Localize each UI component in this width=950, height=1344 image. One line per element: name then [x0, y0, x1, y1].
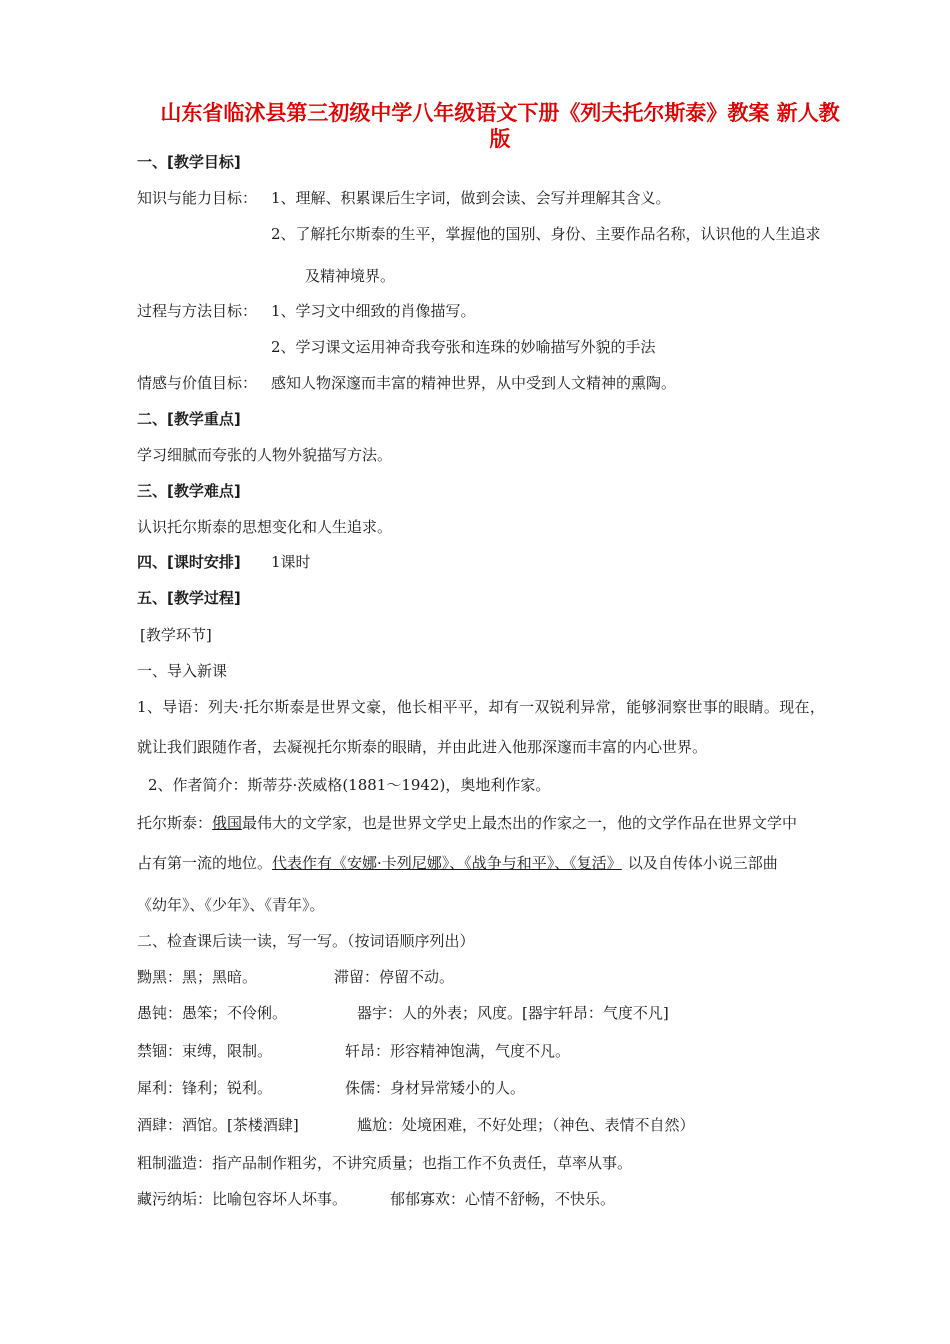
goal-process-label: 过程与方法目标：: [137, 302, 258, 320]
vocab-row-3-left: 禁锢：束缚，限制。: [137, 1042, 273, 1060]
document-title-line-2: 版: [489, 127, 511, 151]
intro-paragraph-line-1: 1、导语：列夫·托尔斯泰是世界文豪，他长相平平，却有一双锐利异常，能够洞察世事的眼睛。现在，: [137, 698, 826, 716]
key-points-text: 学习细腻而夸张的人物外貌描写方法。: [137, 446, 393, 464]
tolstoy-paragraph-line-3: 《幼年》、《少年》、《青年》。: [137, 896, 325, 914]
vocab-row-4-right: 侏儒：身材异常矮小的人。: [345, 1079, 526, 1097]
author-intro-line: 2、作者简介：斯蒂芬·茨威格(1881～1942)，奥地利作家。: [148, 776, 551, 794]
section-heading-process: 五、[教学过程]: [137, 589, 241, 607]
part-heading-intro: 一、导入新课: [137, 662, 228, 680]
tolstoy-line-2-c: 以及自传体小说三部曲: [627, 854, 778, 872]
section-heading-schedule: 四、[课时安排]: [137, 553, 241, 571]
goal-knowledge-label: 知识与能力目标：: [137, 189, 258, 207]
vocab-row-5-right: 尴尬：处境困难，不好处理；（神色、表情不自然）: [357, 1116, 695, 1134]
tolstoy-paragraph-line-1: [137, 812, 797, 834]
vocab-row-5-left: 酒肆：酒馆。[茶楼酒肆]: [137, 1116, 299, 1134]
vocab-row-7-left: 藏污纳垢：比喻包容坏人坏事。: [137, 1190, 348, 1208]
document-title-line-1: 山东省临沭县第三初级中学八年级语文下册《列夫托尔斯泰》教案 新人教: [160, 101, 840, 125]
tolstoy-line-1-rest: 最伟大的文学家，也是世界文学史上最杰出的作家之一，他的文学作品在世界文学中: [242, 814, 798, 832]
vocab-row-4-left: 犀利：锋利；锐利。: [137, 1079, 273, 1097]
section-heading-objectives: 一、[教学目标]: [137, 153, 241, 171]
tolstoy-country: 俄国: [212, 814, 243, 832]
part-heading-vocabulary: 二、检查课后读一读，写一写。（按词语顺序列出）: [137, 932, 475, 950]
vocab-row-7-right: 郁郁寡欢：心情不舒畅，不快乐。: [390, 1190, 616, 1208]
teaching-step-label: [教学环节]: [140, 626, 212, 644]
tolstoy-works-underlined: 代表作有《安娜·卡列尼娜》、《战争与和平》、《复活》: [272, 854, 622, 872]
goal-process-item-1: 1、学习文中细致的肖像描写。: [271, 302, 476, 320]
goal-knowledge-item-1: 1、理解、积累课后生字词，做到会读、会写并理解其含义。: [271, 189, 671, 207]
section-heading-key-points: 二、[教学重点]: [137, 410, 241, 428]
section-heading-difficulties: 三、[教学难点]: [137, 482, 241, 500]
tolstoy-label: 托尔斯泰：: [137, 814, 213, 832]
goal-emotion-text: 感知人物深邃而丰富的精神世界，从中受到人文精神的熏陶。: [271, 374, 677, 392]
vocab-row-6-left: 粗制滥造：指产品制作粗劣，不讲究质量；也指工作不负责任，草率从事。: [137, 1154, 633, 1172]
goal-knowledge-item-2: 2、了解托尔斯泰的生平，掌握他的国别、身份、主要作品名称，认识他的人生追求: [271, 225, 821, 243]
vocab-row-1-left: 黝黑：黑；黑暗。: [137, 968, 258, 986]
tolstoy-paragraph-line-2: [137, 852, 778, 874]
vocab-row-2-right: 器宇：人的外表；风度。[器宇轩昂：气度不凡]: [357, 1004, 669, 1022]
goal-process-item-2: 2、学习课文运用神奇我夸张和连珠的妙喻描写外貌的手法: [271, 338, 656, 356]
vocab-row-2-left: 愚钝：愚笨；不伶俐。: [137, 1004, 288, 1022]
intro-paragraph-line-2: 就让我们跟随作者，去凝视托尔斯泰的眼睛，并由此进入他那深邃而丰富的内心世界。: [137, 738, 708, 756]
schedule-value: 1课时: [271, 553, 311, 571]
tolstoy-line-2-a: 占有第一流的地位。: [137, 854, 273, 872]
goal-knowledge-item-2-cont: 及精神境界。: [305, 267, 396, 285]
goal-emotion-label: 情感与价值目标：: [137, 374, 258, 392]
difficulties-text: 认识托尔斯泰的思想变化和人生追求。: [137, 518, 393, 536]
vocab-row-3-right: 轩昂：形容精神饱满，气度不凡。: [345, 1042, 571, 1060]
vocab-row-1-right: 滞留：停留不动。: [334, 968, 455, 986]
